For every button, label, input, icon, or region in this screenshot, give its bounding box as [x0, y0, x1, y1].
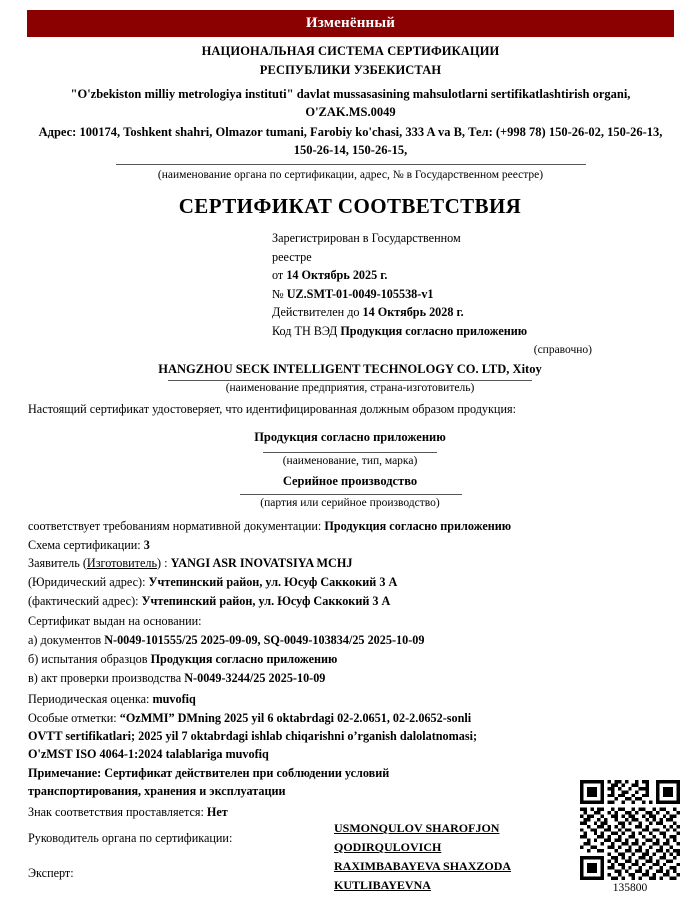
basis-documents-value: N-0049-101555/25 2025-09-09, SQ-0049-103834/25 2025-10-09	[104, 633, 425, 647]
applicant-value: YANGI ASR INOVATSIYA MCHJ	[170, 556, 353, 570]
special-marks-line-3: O'zMST ISO 4064-1:2024 talablariga muvofiq	[28, 747, 269, 761]
production-type: Серийное производство	[282, 474, 418, 488]
note-line-1: Примечание: Сертификат действителен при соблюдении условий	[28, 766, 390, 780]
tnved-row	[272, 322, 672, 341]
expert-label: Эксперт:	[28, 866, 74, 880]
basis-inspection-label: в) акт проверки производства	[28, 671, 182, 685]
qr-code-icon	[580, 780, 680, 880]
conformity-value: Продукция согласно приложению	[324, 519, 512, 533]
head-signature-line-2: QODIRQULOVICH	[334, 840, 442, 854]
manufacturer-name: HANGZHOU SECK INTELLIGENT TECHNOLOGY CO. LTD, Xitoy	[158, 362, 542, 376]
expert-signature-line-1: RAXIMBABAYEVA SHAXZODA	[334, 859, 512, 873]
registration-date-label: от	[272, 268, 284, 282]
signature-names	[334, 819, 574, 895]
head-of-body-label: Руководитель органа по сертификации:	[28, 831, 233, 845]
scheme-label: Схема сертификации:	[28, 538, 141, 552]
basis-tests-label: б) испытания образцов	[28, 652, 148, 666]
registered-label-line-1: Зарегистрирован в Государственном	[272, 231, 461, 245]
special-marks-label: Особые отметки:	[28, 711, 117, 725]
registration-number-value: UZ.SMT-01-0049-105538-v1	[286, 286, 434, 301]
product-name-divider	[263, 452, 437, 453]
conformity-mark-value: Нет	[206, 805, 228, 819]
applicant-label-underlined: Изготовитель	[86, 556, 158, 570]
certification-body-name: "O'zbekiston milliy metrologiya instituti" davlat mussasasining mahsulotlarni sertifikatlashtirish organi, O'ZAK.MS.0049	[70, 87, 631, 119]
legal-address-row	[28, 573, 674, 591]
tnved-value: Продукция согласно приложению	[340, 323, 528, 338]
validity-label: Действителен до	[272, 305, 360, 319]
actual-address-label: (фактический адрес):	[28, 594, 139, 608]
expert-signature-line-2: KUTLIBAYEVNA	[334, 878, 431, 892]
registered-label-line-2: реестре	[272, 249, 312, 264]
certificate-statement: Настоящий сертификат удостоверяет, что идентифицированная должным образом продукция:	[28, 402, 516, 416]
periodic-evaluation-label: Периодическая оценка:	[28, 692, 150, 706]
validity-value: 14 Октябрь 2028 г.	[362, 305, 464, 319]
manufacturer-divider	[168, 380, 532, 381]
actual-address-value: Учтепинский район, ул. Юсуф Саккокий 3 А	[141, 594, 391, 608]
certification-body-address: Адрес: 100174, Toshkent shahri, Olmazor tumani, Farobiy ko'chasi, 333 A va B, Тел: (+998 78) 150-26-02, 150-26-13, 150-26-14, 150-26-15,	[38, 125, 663, 157]
tnved-label: Код ТН ВЭД	[272, 323, 338, 338]
reference-note: (справочно)	[533, 344, 592, 356]
status-banner: Изменённый	[27, 10, 674, 37]
registration-date-value: 14 Октябрь 2025 г.	[286, 268, 388, 282]
validity-row	[272, 303, 672, 322]
actual-address-row	[28, 592, 674, 610]
head-signature-line-1: USMONQULOV SHAROFJON	[334, 821, 500, 835]
legal-address-value: Учтепинский район, ул. Юсуф Саккокий 3 А	[148, 575, 398, 589]
production-type-divider	[240, 494, 462, 495]
national-system-line-1: НАЦИОНАЛЬНАЯ СИСТЕМА СЕРТИФИКАЦИИ	[201, 44, 500, 58]
conformity-row	[28, 517, 674, 535]
legal-address-label: (Юридический адрес):	[28, 575, 146, 589]
scheme-value: 3	[143, 538, 150, 552]
special-marks-line-2: OVTT sertifikatlari; 2025 yil 7 oktabrdagi ishlab chiqarishni o’rganish dalolatnomasi;	[28, 729, 478, 743]
manufacturer-caption: (наименование предприятия, страна-изготовитель)	[225, 382, 475, 394]
registration-date-row	[272, 266, 672, 285]
scheme-row	[28, 536, 674, 554]
production-type-caption: (партия или серийное производство)	[260, 497, 440, 509]
basis-inspection-value: N-0049-3244/25 2025-10-09	[184, 671, 326, 685]
registration-number-label: №	[272, 286, 284, 301]
basis-tests-row	[28, 650, 674, 668]
periodic-evaluation-value: muvofiq	[152, 692, 196, 706]
basis-documents-row	[28, 631, 674, 649]
basis-inspection-row	[28, 669, 674, 687]
header-block	[27, 42, 674, 183]
conformity-label: соответствует требованиям нормативной документации:	[28, 519, 322, 533]
special-marks-line-1: “OzMMI” DMning 2025 yil 6 oktabrdagi 02-2.0651, 02-2.0652-sonli	[119, 711, 472, 725]
note-line-2: транспортирования, хранения и эксплуатации	[28, 784, 286, 798]
registration-number-row	[272, 285, 672, 304]
applicant-row	[28, 554, 674, 572]
basis-intro: Сертификат выдан на основании:	[28, 614, 202, 628]
applicant-label-suffix: ) :	[157, 556, 168, 570]
page-title: СЕРТИФИКАТ СООТВЕТСТВИЯ	[178, 194, 522, 218]
product-name-caption: (наименование, тип, марка)	[282, 455, 418, 467]
basis-tests-value: Продукция согласно приложению	[150, 652, 338, 666]
header-caption: (наименование органа по сертификации, адрес, № в Государственном реестре)	[157, 169, 544, 181]
registration-block	[272, 229, 672, 340]
conformity-mark-label: Знак соответствия проставляется:	[28, 805, 204, 819]
periodic-evaluation-row	[28, 690, 674, 708]
applicant-label-prefix: Заявитель (	[28, 556, 87, 570]
national-system-line-2: РЕСПУБЛИКИ УЗБЕКИСТАН	[259, 63, 442, 77]
special-marks-row	[28, 709, 674, 727]
basis-documents-label: а) документов	[28, 633, 102, 647]
qr-code-number: 135800	[612, 882, 648, 894]
product-name: Продукция согласно приложению	[254, 430, 446, 444]
